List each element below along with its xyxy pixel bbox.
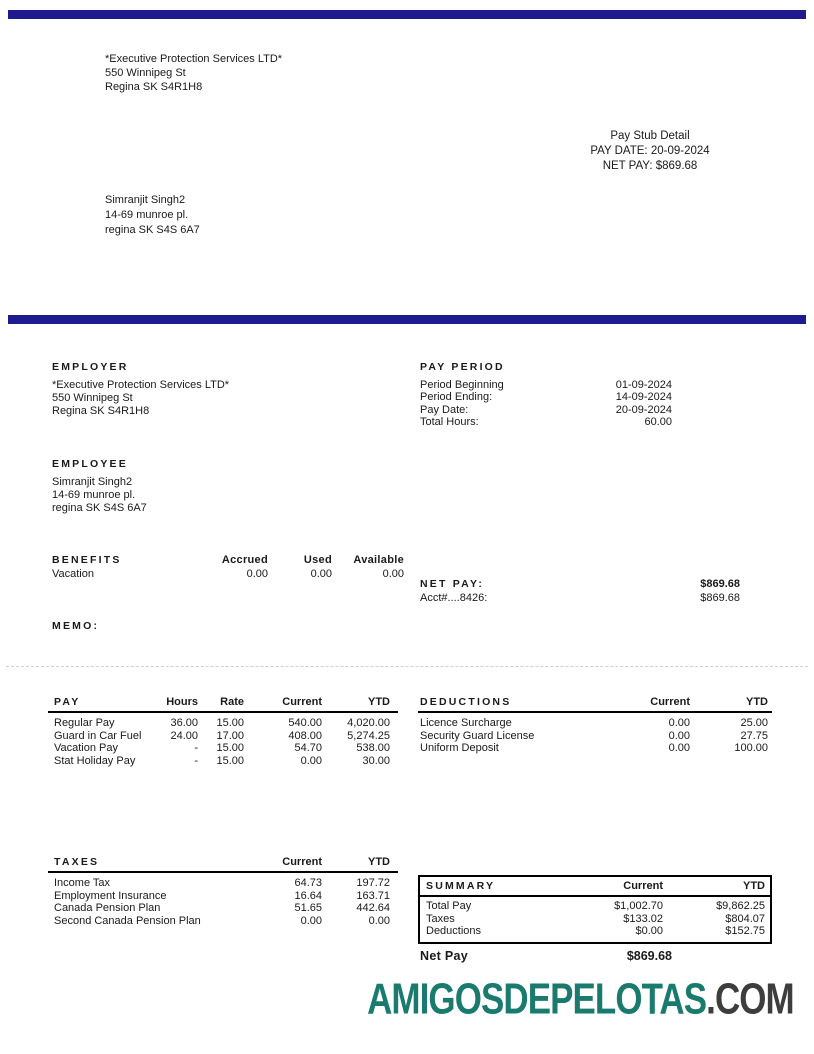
employer-address-line1: 550 Winnipeg St: [52, 392, 133, 404]
summary-row-name: Deductions: [426, 925, 482, 937]
benefits-col-used: Used: [303, 554, 332, 566]
employee-name: Simranjit Singh2: [105, 194, 186, 206]
benefits-header-row: [52, 553, 404, 567]
pay-row-rate: 15.00: [216, 754, 244, 767]
deductions-table: [418, 696, 772, 755]
table-row: [420, 925, 770, 938]
employer-heading: EMPLOYER: [52, 361, 129, 373]
mid-divider-bar: [8, 315, 806, 324]
table-row: [418, 730, 772, 743]
net-pay-section: [420, 577, 740, 605]
summary-table-header: [420, 877, 770, 897]
pay-row-ytd: 30.00: [362, 754, 390, 767]
employee-address-line1: 14-69 munroe pl.: [105, 209, 189, 221]
deductions-col-current: Current: [650, 696, 690, 708]
benefits-heading: BENEFITS: [52, 554, 122, 566]
pay-table-body: [48, 717, 398, 767]
paystub-pay-date: PAY DATE: 20-09-2024: [590, 145, 710, 157]
employee-sec-address-line2: regina SK S4S 6A7: [52, 502, 147, 514]
pay-row-current: 54.70: [294, 742, 322, 754]
pay-table-header: [48, 696, 398, 713]
tax-current: 51.65: [294, 902, 322, 914]
pay-row-current: 408.00: [288, 729, 322, 742]
deduction-ytd: 100.00: [734, 742, 768, 754]
pay-period-row: [420, 391, 672, 404]
summary-row-current: $0.00: [635, 925, 663, 937]
paystub-net-pay: NET PAY: $869.68: [602, 160, 698, 172]
summary-row-name: Total Pay: [426, 900, 472, 912]
benefit-name: Vacation: [52, 568, 94, 580]
pay-col-hours: Hours: [166, 696, 198, 708]
tax-ytd: 0.00: [368, 914, 390, 927]
company-name: *Executive Protection Services LTD*: [105, 53, 283, 65]
net-pay-label: NET PAY:: [420, 578, 485, 590]
pay-period-label: Total Hours:: [420, 416, 479, 428]
net-pay-row: [420, 577, 740, 591]
pay-period-section: [420, 361, 672, 429]
table-row: [48, 742, 398, 755]
net-pay-account-value: $869.68: [700, 592, 740, 604]
benefits-col-accrued: Accrued: [221, 554, 268, 566]
table-row: [48, 755, 398, 768]
pay-row-hours: -: [194, 754, 198, 767]
paystub-detail-block: [545, 129, 755, 174]
dashed-separator: [6, 666, 808, 667]
table-row: [48, 877, 398, 890]
header-employee-block: [105, 193, 200, 238]
summary-table: [418, 875, 772, 944]
pay-period-label: Period Beginning: [420, 378, 504, 391]
pay-row-name: Vacation Pay: [54, 742, 119, 754]
pay-period-label: Pay Date:: [420, 403, 469, 416]
pay-row-ytd: 538.00: [356, 742, 390, 754]
pay-row-current: 0.00: [300, 754, 322, 767]
company-address-line2: Regina SK S4R1H8: [105, 81, 203, 93]
tax-name: Employment Insurance: [54, 889, 167, 902]
pay-row-rate: 17.00: [216, 729, 244, 742]
taxes-heading: TAXES: [54, 856, 100, 868]
benefits-col-available: Available: [353, 554, 404, 566]
summary-row-name: Taxes: [426, 912, 455, 925]
taxes-table-body: [48, 877, 398, 927]
paystub-title: Pay Stub Detail: [610, 130, 690, 142]
table-row: [418, 742, 772, 755]
net-pay-account-label: Acct#....8426:: [420, 592, 488, 604]
tax-ytd: 442.64: [356, 902, 390, 914]
deduction-name: Security Guard License: [420, 729, 535, 742]
deduction-ytd: 27.75: [740, 729, 768, 742]
pay-row-ytd: 5,274.25: [347, 729, 390, 742]
employer-address-line2: Regina SK S4R1H8: [52, 405, 150, 417]
watermark: [367, 975, 794, 1024]
pay-row-name: Stat Holiday Pay: [54, 754, 136, 767]
taxes-table: [48, 856, 398, 927]
employee-address-line2: regina SK S4S 6A7: [105, 224, 200, 236]
pay-col-ytd: YTD: [368, 696, 390, 708]
tax-ytd: 197.72: [356, 877, 390, 889]
deductions-col-ytd: YTD: [746, 696, 768, 708]
table-row: [48, 915, 398, 928]
watermark-main-text: AMIGOSDEPELOTAS: [367, 975, 707, 1024]
memo-heading: MEMO:: [52, 620, 100, 632]
pay-row-name: Guard in Car Fuel: [54, 729, 142, 742]
summary-col-ytd: YTD: [743, 880, 765, 892]
net-pay-value: $869.68: [700, 578, 740, 590]
pay-period-value: 20-09-2024: [615, 403, 672, 416]
tax-current: 0.00: [300, 914, 322, 927]
summary-row-ytd: $152.75: [725, 925, 765, 937]
taxes-col-ytd: YTD: [368, 856, 390, 868]
employer-section: [52, 361, 229, 418]
employee-section: [52, 458, 147, 515]
table-row: [48, 717, 398, 730]
pay-table: [48, 696, 398, 767]
pay-row-hours: 36.00: [170, 717, 198, 729]
tax-name: Second Canada Pension Plan: [54, 914, 201, 927]
summary-row-ytd: $804.07: [725, 912, 765, 925]
header-company-block: [105, 52, 282, 94]
deduction-current: 0.00: [668, 742, 690, 754]
pay-row-rate: 15.00: [216, 742, 244, 754]
table-row: [420, 913, 770, 926]
tax-ytd: 163.71: [356, 889, 390, 902]
pay-row-current: 540.00: [288, 717, 322, 729]
tax-name: Canada Pension Plan: [54, 902, 161, 914]
deduction-current: 0.00: [668, 717, 690, 729]
pay-period-row: [420, 379, 672, 392]
memo-section: [52, 620, 99, 632]
summary-row-current: $133.02: [623, 912, 663, 925]
taxes-table-header: [48, 856, 398, 873]
pay-period-heading: PAY PERIOD: [420, 361, 505, 373]
pay-period-value: 01-09-2024: [615, 378, 672, 391]
deduction-ytd: 25.00: [740, 717, 768, 729]
pay-period-row: [420, 416, 672, 429]
tax-current: 16.64: [294, 889, 322, 902]
employee-sec-address-line1: 14-69 munroe pl.: [52, 489, 136, 501]
table-row: [48, 890, 398, 903]
deduction-current: 0.00: [668, 729, 690, 742]
employer-name: *Executive Protection Services LTD*: [52, 379, 230, 391]
taxes-col-current: Current: [282, 856, 322, 868]
benefit-used: 0.00: [310, 568, 332, 580]
top-divider-bar: [8, 10, 806, 19]
pay-row-hours: -: [194, 742, 198, 754]
summary-net-pay-label: Net Pay: [420, 949, 468, 963]
company-address-line1: 550 Winnipeg St: [105, 67, 186, 79]
pay-row-hours: 24.00: [170, 729, 198, 742]
benefits-section: [52, 553, 404, 581]
pay-period-label: Period Ending:: [420, 391, 493, 403]
summary-row-current: $1,002.70: [614, 900, 663, 912]
employee-sec-name: Simranjit Singh2: [52, 476, 133, 488]
benefit-available: 0.00: [382, 568, 404, 580]
table-row: [418, 717, 772, 730]
pay-row-ytd: 4,020.00: [347, 717, 390, 729]
tax-current: 64.73: [294, 877, 322, 889]
deduction-name: Uniform Deposit: [420, 742, 499, 754]
deductions-heading: DEDUCTIONS: [420, 696, 512, 708]
table-row: [48, 730, 398, 743]
benefits-row: [52, 567, 404, 581]
employee-heading: EMPLOYEE: [52, 458, 128, 470]
watermark-tld-text: .COM: [706, 975, 794, 1024]
deductions-table-body: [418, 717, 772, 755]
pay-period-value: 14-09-2024: [615, 391, 672, 403]
deductions-table-header: [418, 696, 772, 713]
summary-table-body: [420, 900, 770, 938]
table-row: [420, 900, 770, 913]
summary-row-ytd: $9,862.25: [716, 900, 765, 912]
pay-table-heading: PAY: [54, 696, 81, 708]
pay-row-rate: 15.00: [216, 717, 244, 729]
deduction-name: Licence Surcharge: [420, 717, 512, 729]
benefit-accrued: 0.00: [246, 568, 268, 580]
summary-net-pay-value: $869.68: [626, 949, 672, 963]
pay-col-rate: Rate: [220, 696, 244, 708]
table-row: [48, 902, 398, 915]
pay-period-row: [420, 404, 672, 417]
pay-col-current: Current: [282, 696, 322, 708]
summary-net-pay-row: [420, 949, 672, 963]
tax-name: Income Tax: [54, 877, 111, 889]
pay-row-name: Regular Pay: [54, 717, 115, 729]
summary-heading: SUMMARY: [426, 880, 496, 892]
summary-col-current: Current: [623, 880, 663, 892]
net-pay-account-row: [420, 591, 740, 605]
pay-period-value: 60.00: [644, 416, 672, 428]
